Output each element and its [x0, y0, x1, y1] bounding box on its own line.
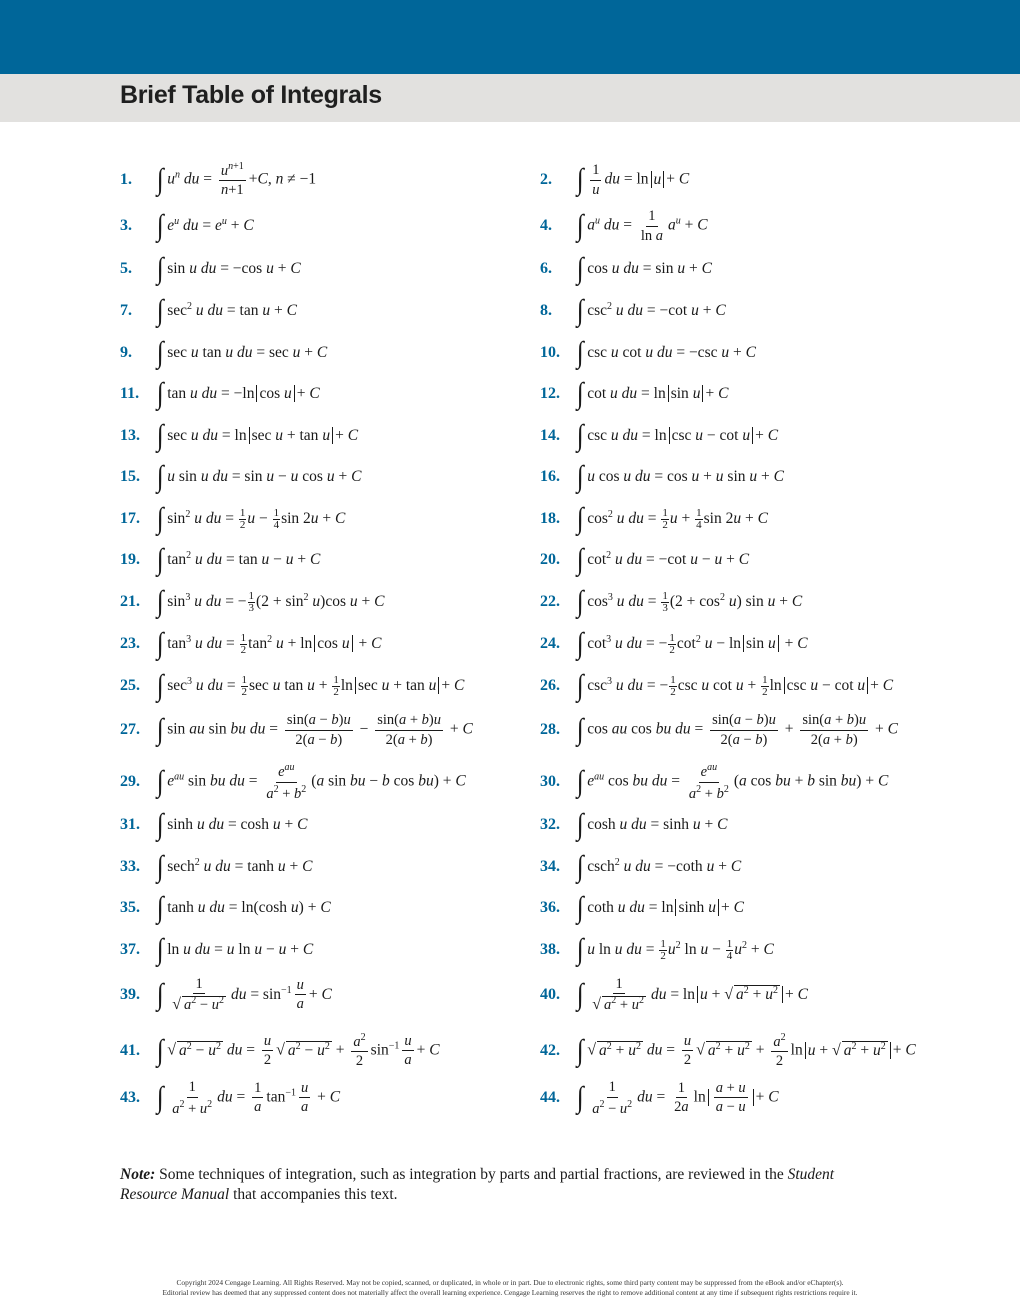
formula-36: 36. ∫ coth u du = ln sinh u + C	[540, 891, 744, 924]
formula-40: 40. ∫ $\frac{1}{√ a^2 + u^2}$ du = ln u + √ $a^2 + u^2 + C$	[540, 975, 808, 1014]
header-band	[0, 0, 1020, 74]
formula-29: 29. ∫ $e^{au}$ sin bu du = $\frac{e^{au}}{a^2 + b^2}$ (a sin bu − b cos bu) + C	[120, 762, 466, 802]
formula-27: 27. ∫ sin au sin bu du = $\frac{\sin(a - b)u}{2(a - b)}$ − $\frac{\sin(a + b)u}{2(a + b)}$ + C	[120, 711, 473, 748]
formula-44: 44. ∫ $\frac{1}{a^2 - u^2}$ du = $\frac{1}{2a}$ ln $\frac{a + u}{a - u}$ + C	[540, 1078, 779, 1117]
formula-4: 4. ∫ $a^u$ du = $\frac{1}{\text{ln a}}$ $a^u + C$	[540, 207, 708, 244]
formula-25: 25. ∫ $\sec^3 u$ du = $\frac{1}{2}$ sec u tan u + $\frac{1}{2}$ ln sec u + tan u + C	[120, 669, 465, 702]
formula-row	[0, 804, 1020, 846]
formula-row	[0, 498, 1020, 540]
formula-row	[0, 373, 1020, 415]
formula-7: 7. ∫ $\sec^2 u$ du = tan u + C	[120, 294, 297, 327]
formula-24: 24. ∫ $\cot^3 u$ du = − $\frac{1}{2}$ $\cot^2 u - \ln \sin u + C$	[540, 627, 808, 660]
formula-31: 31. ∫ sinh u du = cosh u + C	[120, 808, 308, 841]
formula-21: 21. ∫ $\sin^3 u$ du = − $\frac{1}{3}$ $(2 + \sin^2 u)\cos$ u + C	[120, 585, 385, 618]
formula-row	[0, 159, 1020, 201]
formula-43: 43. ∫ $\frac{1}{a^2 + u^2}$ du = $\frac{1}{a}$ $\tan^{-1}$ $\frac{u}{a}$ + C	[120, 1078, 341, 1117]
formula-row	[0, 665, 1020, 707]
title-band	[0, 74, 1020, 122]
note-paragraph: Note: Some techniques of integration, such as integration by parts and partial fractions, are reviewed in the Student Resource Manual that accompanies this text.	[120, 1166, 835, 1203]
formula-10: 10. ∫ csc u cot u du = −csc u + C	[540, 336, 756, 369]
formula-row	[0, 761, 1020, 803]
formula-row	[0, 539, 1020, 581]
formula-34: 34. ∫ csch$^2$ u du = −coth u + C	[540, 850, 742, 883]
formula-2: 2. ∫ $\frac{1}{u}$ du = ln u + C	[540, 161, 690, 198]
formula-20: 20. ∫ $\cot^2 u$ du = −cot u − u + C	[540, 543, 750, 576]
formula-12: 12. ∫ cot u du = ln sin u + C	[540, 377, 729, 410]
formula-32: 32. ∫ cosh u du = sinh u + C	[540, 808, 728, 841]
formula-33: 33. ∫ sech$^2$ u du = tanh u + C	[120, 850, 313, 883]
formula-18: 18. ∫ $\cos^2 u$ du = $\frac{1}{2}$ u + $\frac{1}{4}$ sin 2u + C	[540, 502, 768, 535]
formula-row	[0, 974, 1020, 1016]
formula-22: 22. ∫ $\cos^3 u$ du = $\frac{1}{3}$ $(2 + \cos^2 u)$ sin u + C	[540, 585, 803, 618]
formula-3: 3. ∫ $e^u$ du = $e^u + C$	[120, 209, 254, 242]
formula-23: 23. ∫ $\tan^3 u$ du = $\frac{1}{2}$ $\tan^2 u + \ln \cos u + C$	[120, 627, 382, 660]
formula-row	[0, 248, 1020, 290]
formula-1: 1. ∫ $u^n$ du = $\frac{u^{n+1}}{n+1}$ +C, n ≠ −1	[120, 160, 317, 199]
formula-row	[0, 456, 1020, 498]
formula-14: 14. ∫ csc u du = ln csc u − cot u + C	[540, 419, 779, 452]
formula-row	[0, 887, 1020, 929]
formula-13: 13. ∫ sec u du = ln sec u + tan u + C	[120, 419, 359, 452]
formula-19: 19. ∫ $\tan^2 u$ du = tan u − u + C	[120, 543, 321, 576]
formula-9: 9. ∫ sec u tan u du = sec u + C	[120, 336, 328, 369]
formula-15: 15. ∫ u sin u du = sin u − u cos u + C	[120, 460, 362, 493]
formula-30: 30. ∫ $e^{au}$ cos bu du = $\frac{e^{au}}{a^2 + b^2}$ (a cos bu + b sin bu) + C	[540, 762, 889, 802]
formula-row	[0, 205, 1020, 247]
formula-row	[0, 290, 1020, 332]
formula-row	[0, 846, 1020, 888]
copyright-footer: Copyright 2024 Cengage Learning. All Rights Reserved. May not be copied, scanned, or duplicated, in whole or in part. Due to electronic rights, some third party content may be suppressed from the eBook and/or eChapter(s). Editorial review has deemed that any suppressed content does not materially affect the overall learning experience. Cengage Learning reserves the right to remove additional content at any time if subsequent rights restrictions require it.	[162, 1278, 858, 1297]
formula-row	[0, 415, 1020, 457]
book-title: Student Resource Manual	[120, 1166, 835, 1203]
formula-41: 41. ∫ √ $a^2 - u^2$ du = $\frac{u}{2}$ √ $a^2 - u^2$ + $\frac{a^2}{2}$ $\sin^{-1}$ $\frac{u}{a}$ + C	[120, 1031, 440, 1070]
formula-6: 6. ∫ cos u du = sin u + C	[540, 252, 712, 285]
formula-8: 8. ∫ $\csc^2 u$ du = −cot u + C	[540, 294, 726, 327]
formula-17: 17. ∫ $\sin^2 u$ du = $\frac{1}{2}$ u − $\frac{1}{4}$ sin 2u + C	[120, 502, 346, 535]
formula-row	[0, 1030, 1020, 1072]
formula-28: 28. ∫ cos au cos bu du = $\frac{\sin(a - b)u}{2(a - b)}$ + $\frac{\sin(a + b)u}{2(a + b)}$ + C	[540, 711, 898, 748]
formula-5: 5. ∫ sin u du = −cos u + C	[120, 252, 301, 285]
formula-row	[0, 623, 1020, 665]
formula-26: 26. ∫ $\csc^3 u$ du = − $\frac{1}{2}$ csc u cot u + $\frac{1}{2}$ ln csc u − cot u + C	[540, 669, 894, 702]
page-title: Brief Table of Integrals	[120, 81, 382, 109]
formula-42: 42. ∫ √ $a^2 + u^2$ du = $\frac{u}{2}$ √ $a^2 + u^2$ + $\frac{a^2}{2}$ ln u + √ $a^2 + u^2 + C$	[540, 1031, 916, 1070]
formula-row	[0, 929, 1020, 971]
formula-37: 37. ∫ ln u du = u ln u − u + C	[120, 933, 314, 966]
formula-row	[0, 1077, 1020, 1119]
formula-16: 16. ∫ u cos u du = cos u + u sin u + C	[540, 460, 784, 493]
formula-38: 38. ∫ u ln u du = $\frac{1}{2}$ $u^2$ ln u − $\frac{1}{4}$ $u^2 + C$	[540, 933, 774, 966]
formula-35: 35. ∫ tanh u du = ln(cosh u) + C	[120, 891, 331, 924]
formula-row	[0, 581, 1020, 623]
formula-39: 39. ∫ $\frac{1}{√ a^2 - u^2}$ du = $\sin^{-1}$ $\frac{u}{a}$ + C	[120, 975, 332, 1014]
formula-row	[0, 332, 1020, 374]
formula-11: 11. ∫ tan u du = −ln cos u + C	[120, 377, 320, 410]
note-label: Note:	[120, 1166, 156, 1183]
formula-row	[0, 709, 1020, 751]
